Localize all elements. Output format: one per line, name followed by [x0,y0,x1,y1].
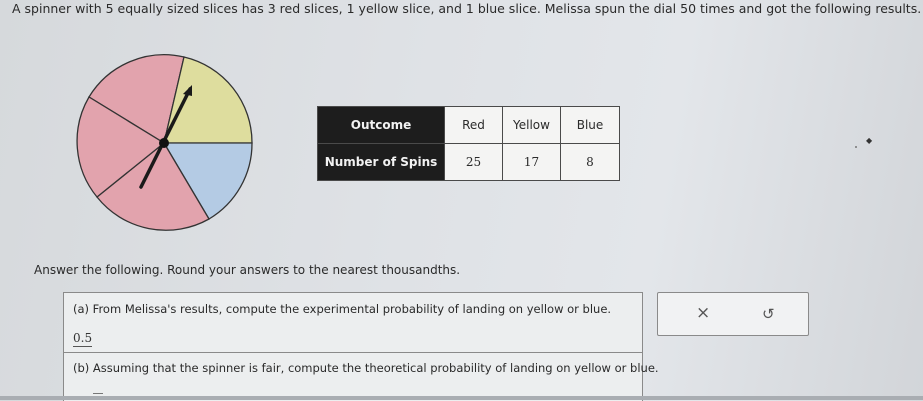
screen-bottom-edge [0,396,923,400]
table-header-number-of-spins: Number of Spins [318,144,445,181]
part-b-question: (b) Assuming that the spinner is fair, compute the theoretical probability of landing on yellow or blue. [73,361,659,375]
table-row [318,144,620,181]
results-table [317,106,620,181]
instructions-text: Answer the following. Round your answers to the nearest thousandths. [34,263,461,277]
mouse-cursor-icon: ◆ [866,136,873,145]
part-a-question: (a) From Melissa's results, compute the experimental probability of landing on yellow or blue. [73,302,612,316]
problem-statement: A spinner with 5 equally sized slices has 3 red slices, 1 yellow slice, and 1 blue slice. Melissa spun the dial 50 times and got the following results. [12,1,922,16]
part-a-answer-input[interactable]: 0.5 [73,331,93,345]
table-header-yellow: Yellow [503,107,561,144]
spinner-image [73,52,258,234]
table-header-red: Red [445,107,503,144]
table-row [318,107,620,144]
table-header-blue: Blue [561,107,620,144]
screen-smudge [855,146,857,148]
spinner-center [159,138,169,148]
answer-panel [63,292,659,401]
table-cell-yellow-count: 17 [503,144,561,181]
table-cell-blue-count: 8 [561,144,620,181]
part-b-answer-input[interactable] [93,393,103,394]
divider [64,352,642,353]
answer-actions [657,292,809,336]
table-cell-red-count: 25 [445,144,503,181]
clear-button[interactable]: × [696,303,711,323]
undo-button[interactable]: ↺ [762,305,775,323]
table-header-outcome: Outcome [318,107,445,144]
